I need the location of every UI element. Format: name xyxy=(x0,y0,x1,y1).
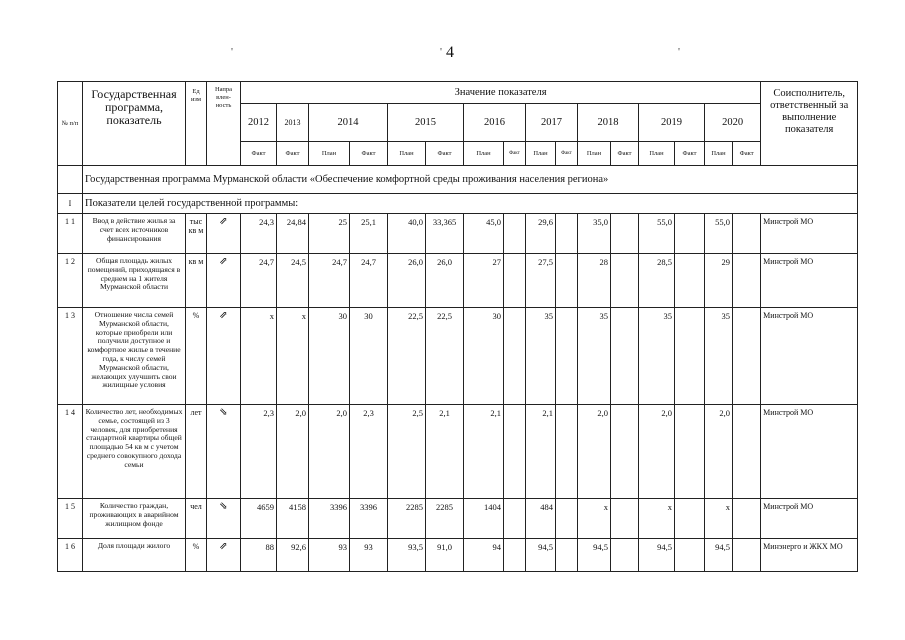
value-cell: 93,5 xyxy=(388,539,426,572)
indicator-name: Общая площадь жилых помещений, приходящаяся в среднем на 1 жителя Мурманской области xyxy=(83,254,186,308)
value-cell: 2,0 xyxy=(277,405,309,499)
header-no: № п/п xyxy=(58,82,83,166)
value-cell: 24,7 xyxy=(309,254,350,308)
value-cell: 2,5 xyxy=(388,405,426,499)
unit-cell: лет xyxy=(186,405,207,499)
value-cell xyxy=(504,214,526,254)
col-plan: План xyxy=(705,142,733,166)
row-number: 1 5 xyxy=(58,499,83,539)
value-cell: 2285 xyxy=(388,499,426,539)
value-cell: 94,5 xyxy=(578,539,611,572)
responsible-cell: Минстрой МО xyxy=(761,214,858,254)
col-fact: Факт xyxy=(504,142,526,166)
value-cell xyxy=(556,499,578,539)
value-cell: x xyxy=(578,499,611,539)
value-cell xyxy=(733,539,761,572)
value-cell: 2285 xyxy=(426,499,464,539)
value-cell xyxy=(504,308,526,405)
value-cell: 2,1 xyxy=(426,405,464,499)
value-cell: 22,5 xyxy=(426,308,464,405)
col-plan: План xyxy=(639,142,675,166)
col-fact: Факт xyxy=(675,142,705,166)
col-fact: Факт xyxy=(556,142,578,166)
value-cell xyxy=(675,254,705,308)
table-row xyxy=(58,254,858,308)
value-cell xyxy=(611,499,639,539)
value-cell: 29 xyxy=(705,254,733,308)
direction-arrow-icon: ⇗ xyxy=(207,214,241,254)
value-cell: 94 xyxy=(464,539,504,572)
row-number: 1 4 xyxy=(58,405,83,499)
value-cell: 484 xyxy=(526,499,556,539)
value-cell: 26,0 xyxy=(426,254,464,308)
unit-cell: кв м xyxy=(186,254,207,308)
unit-cell: % xyxy=(186,539,207,572)
year-2019: 2019 xyxy=(639,104,705,142)
value-cell: 24,84 xyxy=(277,214,309,254)
value-cell xyxy=(733,254,761,308)
col-fact: Факт xyxy=(277,142,309,166)
value-cell: 35 xyxy=(526,308,556,405)
value-cell xyxy=(733,405,761,499)
scan-mark: ' xyxy=(231,46,233,58)
direction-arrow-icon: ⇗ xyxy=(207,308,241,405)
row-number: 1 1 xyxy=(58,214,83,254)
value-cell xyxy=(556,254,578,308)
value-cell xyxy=(733,308,761,405)
value-cell: 4659 xyxy=(241,499,277,539)
value-cell: 33,365 xyxy=(426,214,464,254)
value-cell: 2,0 xyxy=(705,405,733,499)
value-cell: 28 xyxy=(578,254,611,308)
header-direction: Напра влен-ность xyxy=(207,82,241,166)
value-cell: 24,7 xyxy=(241,254,277,308)
table-row xyxy=(58,539,858,572)
value-cell: 2,0 xyxy=(578,405,611,499)
value-cell: 22,5 xyxy=(388,308,426,405)
value-cell: 24,3 xyxy=(241,214,277,254)
col-fact: Факт xyxy=(611,142,639,166)
value-cell: 93 xyxy=(309,539,350,572)
col-fact: Факт xyxy=(426,142,464,166)
program-title: Государственная программа Мурманской области «Обеспечение комфортной среды проживания населения региона» xyxy=(83,166,858,194)
year-2014: 2014 xyxy=(309,104,388,142)
unit-cell: % xyxy=(186,308,207,405)
value-cell: 27,5 xyxy=(526,254,556,308)
value-cell xyxy=(675,405,705,499)
value-cell: 24,5 xyxy=(277,254,309,308)
value-cell: 2,1 xyxy=(526,405,556,499)
header-value: Значение показателя xyxy=(241,82,761,104)
table-row xyxy=(58,405,858,499)
header-responsible: Соисполнитель, ответственный за выполнение показателя xyxy=(761,82,858,166)
value-cell: 25 xyxy=(309,214,350,254)
value-cell xyxy=(556,539,578,572)
empty-cell xyxy=(58,166,83,194)
row-number: 1 3 xyxy=(58,308,83,405)
value-cell xyxy=(733,499,761,539)
value-cell xyxy=(611,214,639,254)
indicator-name: Количество граждан, проживающих в аварийном жилищном фонде xyxy=(83,499,186,539)
value-cell: 30 xyxy=(309,308,350,405)
direction-arrow-icon: ⇘ xyxy=(207,405,241,499)
year-2020: 2020 xyxy=(705,104,761,142)
indicator-rows xyxy=(58,214,858,572)
value-cell: 35 xyxy=(639,308,675,405)
indicator-name: Количество лет, необходимых семье, состоящей из 3 человек, для приобретения стандартной квартиры общей площадью 54 кв м с учетом среднего совокупного дохода семьи xyxy=(83,405,186,499)
value-cell: 2,1 xyxy=(464,405,504,499)
value-cell: 29,6 xyxy=(526,214,556,254)
direction-arrow-icon: ⇘ xyxy=(207,499,241,539)
value-cell: 2,0 xyxy=(309,405,350,499)
col-fact: Факт xyxy=(733,142,761,166)
col-plan: План xyxy=(464,142,504,166)
indicator-name: Ввод в действие жилья за счет всех источников финансирования xyxy=(83,214,186,254)
value-cell: 35,0 xyxy=(578,214,611,254)
direction-arrow-icon: ⇗ xyxy=(207,539,241,572)
value-cell: 28,5 xyxy=(639,254,675,308)
value-cell xyxy=(733,214,761,254)
value-cell: 93 xyxy=(350,539,388,572)
value-cell: 27 xyxy=(464,254,504,308)
row-number: 1 6 xyxy=(58,539,83,572)
col-plan: План xyxy=(388,142,426,166)
year-2018: 2018 xyxy=(578,104,639,142)
responsible-cell: Минстрой МО xyxy=(761,405,858,499)
value-cell: x xyxy=(277,308,309,405)
value-cell xyxy=(675,499,705,539)
value-cell xyxy=(611,405,639,499)
table-row xyxy=(58,214,858,254)
value-cell: 30 xyxy=(464,308,504,405)
value-cell: 88 xyxy=(241,539,277,572)
value-cell: 2,3 xyxy=(241,405,277,499)
value-cell: 30 xyxy=(350,308,388,405)
value-cell xyxy=(675,539,705,572)
col-fact: Факт xyxy=(241,142,277,166)
year-2015: 2015 xyxy=(388,104,464,142)
value-cell: 26,0 xyxy=(388,254,426,308)
year-2016: 2016 xyxy=(464,104,526,142)
value-cell xyxy=(556,308,578,405)
value-cell: 2,0 xyxy=(639,405,675,499)
value-cell: 3396 xyxy=(350,499,388,539)
indicator-name: Отношение числа семей Мурманской области, которые приобрели или получили доступное и комфортное жилье в течение года, к числу семей Мурманской области, желающих улучшить свои жилищные условия xyxy=(83,308,186,405)
value-cell: x xyxy=(705,499,733,539)
value-cell xyxy=(675,308,705,405)
value-cell xyxy=(556,405,578,499)
value-cell xyxy=(611,254,639,308)
col-plan: План xyxy=(309,142,350,166)
value-cell xyxy=(504,499,526,539)
value-cell: 25,1 xyxy=(350,214,388,254)
indicators-table xyxy=(57,81,858,572)
value-cell xyxy=(611,539,639,572)
value-cell: 92,6 xyxy=(277,539,309,572)
value-cell: 55,0 xyxy=(705,214,733,254)
year-2017: 2017 xyxy=(526,104,578,142)
value-cell: 91,0 xyxy=(426,539,464,572)
responsible-cell: Минстрой МО xyxy=(761,499,858,539)
indicator-name: Доля площади жилого xyxy=(83,539,186,572)
page-number: 4 xyxy=(446,44,454,61)
year-2012: 2012 xyxy=(241,104,277,142)
value-cell: 35 xyxy=(578,308,611,405)
col-plan: План xyxy=(526,142,556,166)
value-cell: 4158 xyxy=(277,499,309,539)
year-2013: 2013 xyxy=(277,104,309,142)
responsible-cell: Минстрой МО xyxy=(761,254,858,308)
value-cell: 3396 xyxy=(309,499,350,539)
value-cell: 55,0 xyxy=(639,214,675,254)
value-cell: x xyxy=(639,499,675,539)
unit-cell: тыс кв м xyxy=(186,214,207,254)
value-cell: 35 xyxy=(705,308,733,405)
col-fact: Факт xyxy=(350,142,388,166)
value-cell: 40,0 xyxy=(388,214,426,254)
value-cell xyxy=(675,214,705,254)
row-number: 1 2 xyxy=(58,254,83,308)
header-program: Государственная программа, показатель xyxy=(83,82,186,166)
value-cell: 2,3 xyxy=(350,405,388,499)
value-cell xyxy=(504,254,526,308)
value-cell: x xyxy=(241,308,277,405)
value-cell: 94,5 xyxy=(639,539,675,572)
section-title: Показатели целей государственной программы: xyxy=(83,194,858,214)
unit-cell: чел xyxy=(186,499,207,539)
value-cell: 94,5 xyxy=(526,539,556,572)
scan-mark: ' xyxy=(678,46,680,58)
responsible-cell: Минстрой МО xyxy=(761,308,858,405)
value-cell: 94,5 xyxy=(705,539,733,572)
value-cell xyxy=(556,214,578,254)
value-cell xyxy=(504,405,526,499)
section-no: I xyxy=(58,194,83,214)
table-row xyxy=(58,499,858,539)
value-cell: 24,7 xyxy=(350,254,388,308)
value-cell: 1404 xyxy=(464,499,504,539)
responsible-cell: Минэнерго и ЖКХ МО xyxy=(761,539,858,572)
scan-mark: ' xyxy=(440,46,442,58)
value-cell xyxy=(504,539,526,572)
col-plan: План xyxy=(578,142,611,166)
direction-arrow-icon: ⇗ xyxy=(207,254,241,308)
table-row xyxy=(58,308,858,405)
header-unit: Ед изм xyxy=(186,82,207,166)
value-cell: 45,0 xyxy=(464,214,504,254)
value-cell xyxy=(611,308,639,405)
